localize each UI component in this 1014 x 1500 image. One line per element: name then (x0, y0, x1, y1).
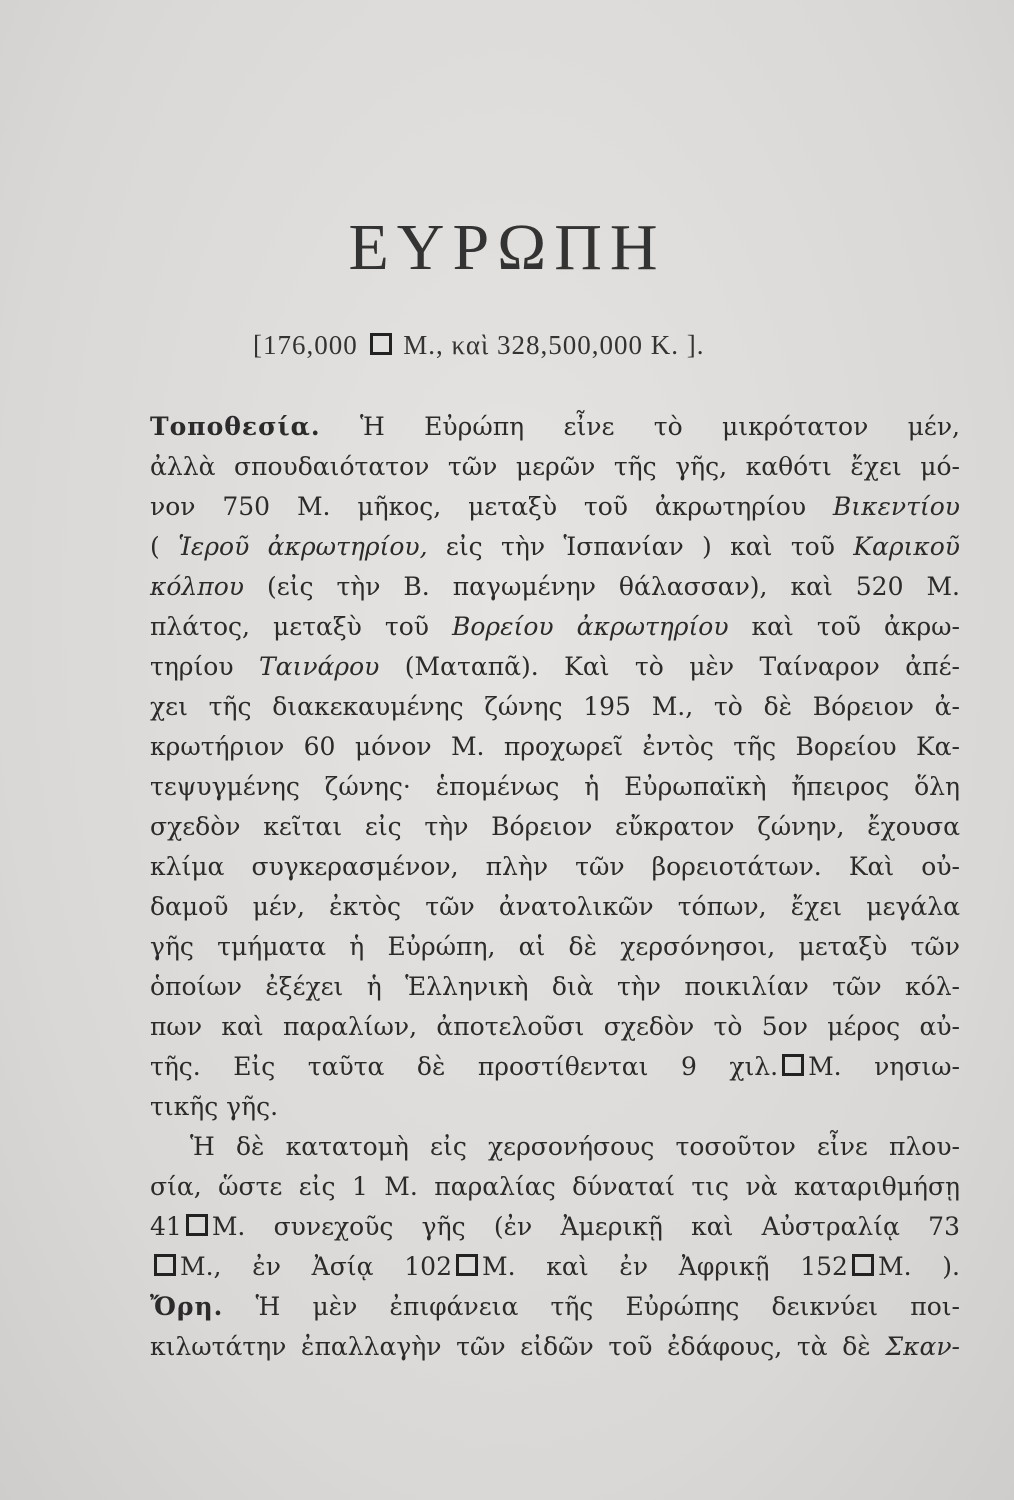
text-span: πλάτος, μεταξὺ τοῦ (150, 612, 452, 641)
text-line (150, 1252, 960, 1281)
text-span: Μ. ). (877, 1252, 960, 1281)
text-span: τηρίου (150, 652, 259, 681)
text-span: Μ., ἐν Ἀσίᾳ 102 (180, 1252, 452, 1281)
text-line (150, 1292, 960, 1321)
page-title: ΕΥΡΩΠΗ (348, 211, 666, 284)
text-span: εἰς τὴν Ἱσπανίαν ) καὶ τοῦ (427, 532, 854, 561)
text-line: ἀλλὰ σπουδαιότατον τῶν μερῶν τῆς γῆς, καθότι ἔχει μό- (150, 452, 960, 481)
text-line (150, 612, 960, 641)
text-span: νον 750 Μ. μῆκος, μεταξὺ τοῦ ἀκρωτηρίου (150, 492, 833, 521)
text-line (150, 1332, 960, 1361)
text-line: πων καὶ παραλίων, ἀποτελοῦσι σχεδὸν τὸ 5ον μέρος αὐ- (150, 1012, 960, 1041)
text-span: (Ματαπᾶ). Καὶ τὸ μὲν Ταίναρον ἀπέ- (379, 652, 960, 681)
text-span: (εἰς τὴν Β. παγωμένην θάλασσαν), καὶ 520 Μ. (243, 572, 960, 601)
text-span: καὶ τοῦ ἀκρω- (728, 612, 960, 641)
text-line (150, 532, 960, 561)
italic-span: κόλπου (150, 572, 244, 601)
text-line: κλίμα συγκερασμένον, πλὴν τῶν βορειοτάτων. Καὶ οὐ- (150, 852, 960, 881)
text-line (150, 492, 960, 521)
italic-span: Ταινάρου (258, 652, 380, 681)
area-value: [176,000 (253, 330, 358, 360)
text-line (150, 1052, 960, 1081)
square-symbol-icon (154, 1254, 176, 1276)
text-span: Μ. καὶ ἐν Ἀφρικῇ 152 (481, 1252, 848, 1281)
text-span: ( (150, 532, 179, 561)
square-symbol-icon (456, 1254, 478, 1276)
square-symbol-icon (852, 1254, 874, 1276)
text-line: τικῆς γῆς. (150, 1092, 279, 1121)
italic-span: Ἱεροῦ ἀκρωτηρίου, (178, 532, 428, 561)
area-population-line (253, 330, 705, 361)
text-line: κρωτήριον 60 μόνον Μ. προχωρεῖ ἐντὸς τῆς Βορείου Κα- (150, 732, 960, 761)
text-line (150, 652, 960, 681)
text-line: τεψυγμένης ζώνης· ἑπομένως ἡ Εὐρωπαϊκὴ ἤπειρος ὅλη (150, 772, 960, 801)
square-symbol-icon (370, 333, 392, 355)
text-span: 41 (150, 1212, 182, 1241)
text-span: Μ. συνεχοῦς γῆς (ἐν Ἀμερικῇ καὶ Αὐστραλίᾳ 73 (211, 1212, 960, 1241)
text-line: σχεδὸν κεῖται εἰς τὴν Βόρειον εὔκρατον ζώνην, ἔχουσα (150, 812, 960, 841)
text-line: χει τῆς διακεκαυμένης ζώνης 195 Μ., τὸ δὲ Βόρειον ἀ- (150, 692, 960, 721)
population-value: M., καὶ 328,500,000 K. ]. (403, 330, 705, 360)
text-span: τῆς. Εἰς ταῦτα δὲ προστίθενται 9 χιλ. (150, 1052, 779, 1081)
text-line: σία, ὥστε εἰς 1 Μ. παραλίας δύναταί τις νὰ καταριθμήσῃ (150, 1172, 960, 1201)
italic-span: Καρικοῦ (853, 532, 960, 561)
section-heading-mountains: Ὄρη. (150, 1292, 224, 1321)
text-line: δαμοῦ μέν, ἐκτὸς τῶν ἀνατολικῶν τόπων, ἔχει μεγάλα (150, 892, 960, 921)
text-line: Ἡ δὲ κατατομὴ εἰς χερσονήσους τοσοῦτον εἶνε πλου- (190, 1132, 960, 1161)
italic-span: Βικεντίου (832, 492, 960, 521)
text-span: Μ. νησιω- (808, 1052, 960, 1081)
text-span: Ἡ μὲν ἐπιφάνεια τῆς Εὐρώπης δεικνύει ποι- (223, 1292, 960, 1321)
text-span: Ἡ Εὐρώπη εἶνε τὸ μικρότατον μέν, (320, 412, 960, 441)
section-heading-location: Τοποθεσία. (150, 412, 321, 441)
text-line (150, 1212, 960, 1241)
text-line: ὁποίων ἐξέχει ἡ Ἑλληνικὴ διὰ τὴν ποικιλίαν τῶν κόλ- (150, 972, 960, 1001)
square-symbol-icon (782, 1054, 804, 1076)
square-symbol-icon (186, 1214, 208, 1236)
text-line (150, 412, 960, 441)
italic-span: Σκαν- (885, 1332, 960, 1361)
text-span: κιλωτάτην ἐπαλλαγὴν τῶν εἰδῶν τοῦ ἐδάφους, τὰ δὲ (150, 1332, 886, 1361)
text-line: γῆς τμήματα ἡ Εὐρώπη, αἱ δὲ χερσόνησοι, μεταξὺ τῶν (150, 932, 960, 961)
text-line (150, 572, 960, 601)
italic-span: Βορείου ἀκρωτηρίου (452, 612, 729, 641)
